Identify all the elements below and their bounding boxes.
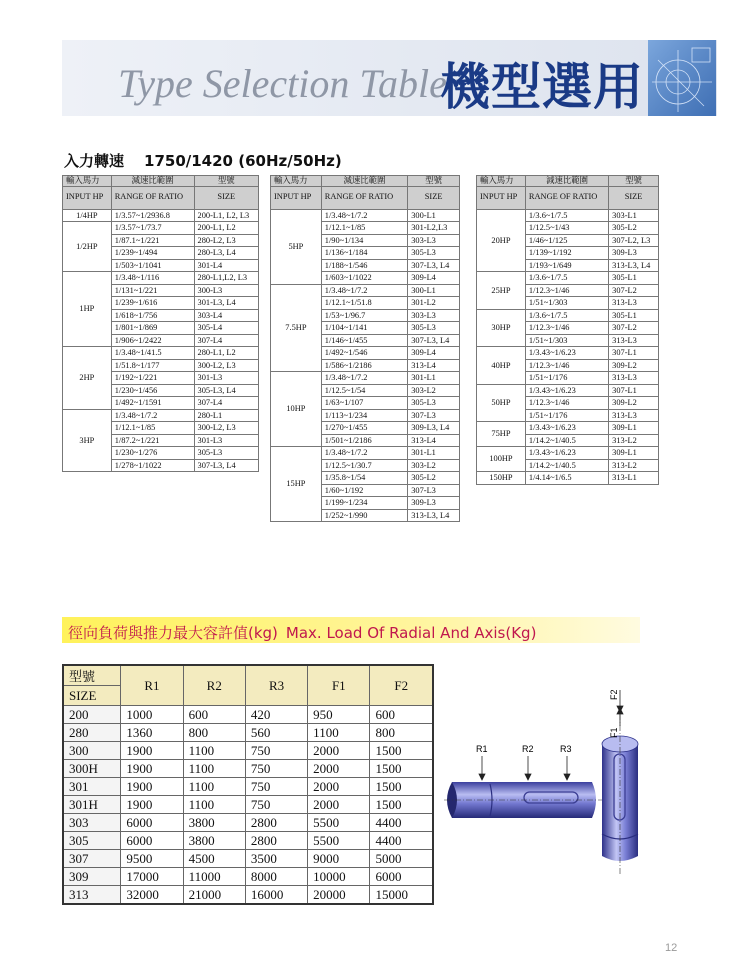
ratio-cell: 1/906~1/2422 xyxy=(111,334,194,347)
size-cell: 303-L3 xyxy=(408,309,460,322)
size-cell: 309-L3 xyxy=(408,497,460,510)
size-cell: 305-L3 xyxy=(408,397,460,410)
hp-cell: 5HP xyxy=(271,209,322,284)
hp-cell: 150HP xyxy=(477,472,526,485)
model-cell: 300 xyxy=(63,742,121,760)
ratio-cell: 1/3.48~1/7.2 xyxy=(321,284,407,297)
ratio-cell: 1/12.1~1/85 xyxy=(321,222,407,235)
load-cell: 1100 xyxy=(183,760,245,778)
size-cell: 309-L4 xyxy=(408,272,460,285)
size-cell: 309-L1 xyxy=(609,422,659,435)
load-cell: 17000 xyxy=(121,868,183,886)
ratio-cell: 1/12.3~1/46 xyxy=(525,359,608,372)
ratio-cell: 1/113~1/234 xyxy=(321,409,407,422)
size-cell: 305-L4 xyxy=(194,322,258,335)
ratio-cell: 1/492~1/546 xyxy=(321,347,407,360)
load-cell: 1100 xyxy=(183,742,245,760)
header-size-zh: 型號 xyxy=(609,176,659,187)
size-cell: 313-L4 xyxy=(408,359,460,372)
size-cell: 280-L1 xyxy=(194,409,258,422)
size-cell: 300-L2, L3 xyxy=(194,422,258,435)
ratio-cell: 1/3.57~1/2936.8 xyxy=(111,209,194,222)
size-cell: 309-L3 xyxy=(609,247,659,260)
load-cell: 32000 xyxy=(121,886,183,905)
table-row xyxy=(63,868,433,886)
size-cell: 301-L4 xyxy=(194,259,258,272)
table-row xyxy=(63,222,259,235)
table-row xyxy=(477,447,659,460)
load-cell: 6000 xyxy=(121,814,183,832)
ratio-cell: 1/51~1/176 xyxy=(525,409,608,422)
load-cell: 1360 xyxy=(121,724,183,742)
load-cell: 750 xyxy=(245,742,307,760)
hp-cell: 3HP xyxy=(63,409,112,472)
size-cell: 305-L1 xyxy=(609,272,659,285)
load-section-title xyxy=(68,622,536,643)
table-row xyxy=(63,886,433,905)
table-row xyxy=(477,309,659,322)
header-input-hp-en: INPUT HP xyxy=(63,186,112,209)
r1-label: R1 xyxy=(476,744,488,754)
ratio-cell: 1/801~1/869 xyxy=(111,322,194,335)
table-row xyxy=(63,347,259,360)
title-english: Type Selection Table xyxy=(118,61,447,106)
hp-cell: 100HP xyxy=(477,447,526,472)
load-cell: 2000 xyxy=(308,760,370,778)
size-cell: 301-L2 xyxy=(408,297,460,310)
ratio-cell: 1/12.3~1/46 xyxy=(525,322,608,335)
ratio-cell: 1/14.2~1/40.5 xyxy=(525,434,608,447)
size-cell: 303-L2 xyxy=(408,459,460,472)
selection-table-1 xyxy=(62,175,259,472)
table-row xyxy=(63,706,433,724)
ratio-cell: 1/51~1/303 xyxy=(525,334,608,347)
hp-cell: 40HP xyxy=(477,347,526,385)
ratio-cell: 1/603~1/1022 xyxy=(321,272,407,285)
load-cell: 750 xyxy=(245,778,307,796)
size-cell: 307-L4 xyxy=(194,334,258,347)
header-input-hp-en: INPUT HP xyxy=(271,186,322,209)
size-cell: 313-L3, L4 xyxy=(609,259,659,272)
hp-cell: 1/4HP xyxy=(63,209,112,222)
ratio-cell: 1/87.1~1/221 xyxy=(111,234,194,247)
header-size-zh: 型號 xyxy=(408,176,460,187)
size-cell: 200-L1, L2 xyxy=(194,222,258,235)
table-row xyxy=(271,209,460,222)
ratio-cell: 1/230~1/456 xyxy=(111,384,194,397)
load-cell: 2800 xyxy=(245,814,307,832)
size-cell: 301-L3 xyxy=(194,372,258,385)
selection-table-3 xyxy=(476,175,659,485)
ratio-cell: 1/87.2~1/221 xyxy=(111,434,194,447)
ratio-cell: 1/3.43~1/6.23 xyxy=(525,384,608,397)
load-cell: 800 xyxy=(183,724,245,742)
size-cell: 307-L3, L4 xyxy=(194,459,258,472)
ratio-cell: 1/12.5~1/43 xyxy=(525,222,608,235)
ratio-cell: 1/188~1/546 xyxy=(321,259,407,272)
header-size-en: SIZE xyxy=(408,186,460,209)
ratio-cell: 1/51~1/303 xyxy=(525,297,608,310)
load-cell: 600 xyxy=(370,706,433,724)
size-cell: 301-L3, L4 xyxy=(194,297,258,310)
size-cell: 307-L3 xyxy=(408,409,460,422)
header-ratio-zh: 減速比範圍 xyxy=(321,176,407,187)
ratio-cell: 1/586~1/2186 xyxy=(321,359,407,372)
hp-cell: 2HP xyxy=(63,347,112,410)
load-cell: 600 xyxy=(183,706,245,724)
size-cell: 303-L4 xyxy=(194,309,258,322)
load-cell: 1100 xyxy=(183,778,245,796)
input-speed-value: 1750/1420 (60Hz/50Hz) xyxy=(144,152,342,170)
input-speed-label: 入力轉速 xyxy=(64,152,125,170)
load-title-chinese: 徑向負荷與推力最大容許值(kg) xyxy=(68,624,278,642)
table-row xyxy=(63,760,433,778)
header-size-en: SIZE xyxy=(609,186,659,209)
load-cell: 1100 xyxy=(183,796,245,814)
ratio-cell: 1/3.6~1/7.5 xyxy=(525,209,608,222)
hp-cell: 75HP xyxy=(477,422,526,447)
ratio-cell: 1/239~1/494 xyxy=(111,247,194,260)
load-cell: 6000 xyxy=(370,868,433,886)
ratio-cell: 1/136~1/184 xyxy=(321,247,407,260)
table-row xyxy=(63,742,433,760)
hp-cell: 30HP xyxy=(477,309,526,347)
header-f2: F2 xyxy=(370,665,433,706)
size-cell: 280-L1, L2 xyxy=(194,347,258,360)
ratio-cell: 1/3.48~1/7.2 xyxy=(111,409,194,422)
model-cell: 301 xyxy=(63,778,121,796)
load-cell: 3800 xyxy=(183,814,245,832)
hp-cell: 7.5HP xyxy=(271,284,322,372)
ratio-cell: 1/51.8~1/177 xyxy=(111,359,194,372)
ratio-cell: 1/51~1/176 xyxy=(525,372,608,385)
size-cell: 307-L2 xyxy=(609,284,659,297)
ratio-cell: 1/230~1/276 xyxy=(111,447,194,460)
ratio-cell: 1/146~1/455 xyxy=(321,334,407,347)
ratio-cell: 1/4.14~1/6.5 xyxy=(525,472,608,485)
header-model-zh: 型號 xyxy=(63,665,121,686)
ratio-cell: 1/270~1/455 xyxy=(321,422,407,435)
ratio-cell: 1/3.43~1/6.23 xyxy=(525,422,608,435)
size-cell: 301-L2,L3 xyxy=(408,222,460,235)
shaft-load-diagram xyxy=(440,660,690,900)
size-cell: 307-L3 xyxy=(408,484,460,497)
ratio-cell: 1/3.57~1/73.7 xyxy=(111,222,194,235)
ratio-cell: 1/104~1/141 xyxy=(321,322,407,335)
ratio-cell: 1/3.48~1/7.2 xyxy=(321,209,407,222)
ratio-cell: 1/618~1/756 xyxy=(111,309,194,322)
model-cell: 307 xyxy=(63,850,121,868)
table-row xyxy=(477,209,659,222)
ratio-cell: 1/492~1/1591 xyxy=(111,397,194,410)
ratio-cell: 1/12.5~1/30.7 xyxy=(321,459,407,472)
header-ratio-zh: 減速比範圍 xyxy=(525,176,608,187)
load-cell: 2800 xyxy=(245,832,307,850)
ratio-cell: 1/3.6~1/7.5 xyxy=(525,272,608,285)
load-cell: 16000 xyxy=(245,886,307,905)
table-row xyxy=(63,796,433,814)
size-cell: 307-L1 xyxy=(609,347,659,360)
header-input-hp-zh: 輸入馬力 xyxy=(271,176,322,187)
size-cell: 305-L1 xyxy=(609,309,659,322)
model-cell: 303 xyxy=(63,814,121,832)
size-cell: 280-L2, L3 xyxy=(194,234,258,247)
size-cell: 307-L2, L3 xyxy=(609,234,659,247)
hp-cell: 15HP xyxy=(271,447,322,522)
header-model-en: SIZE xyxy=(63,686,121,706)
header-input-hp-zh: 輸入馬力 xyxy=(63,176,112,187)
header-size-en: SIZE xyxy=(194,186,258,209)
table-row xyxy=(63,832,433,850)
vertical-shaft-icon xyxy=(602,714,638,876)
size-cell: 313-L2 xyxy=(609,459,659,472)
load-cell: 950 xyxy=(308,706,370,724)
load-cell: 1500 xyxy=(370,796,433,814)
horizontal-shaft-icon xyxy=(444,782,602,818)
load-cell: 1900 xyxy=(121,742,183,760)
hp-cell: 1HP xyxy=(63,272,112,347)
hp-cell: 10HP xyxy=(271,372,322,447)
size-cell: 300-L1 xyxy=(408,209,460,222)
load-cell: 420 xyxy=(245,706,307,724)
size-cell: 305-L3 xyxy=(408,322,460,335)
table-row xyxy=(63,209,259,222)
header-r1: R1 xyxy=(121,665,183,706)
table-row xyxy=(477,272,659,285)
model-cell: 300H xyxy=(63,760,121,778)
size-cell: 313-L3 xyxy=(609,372,659,385)
model-cell: 305 xyxy=(63,832,121,850)
load-cell: 20000 xyxy=(308,886,370,905)
header-input-hp-zh: 輸入馬力 xyxy=(477,176,526,187)
ratio-cell: 1/503~1/1041 xyxy=(111,259,194,272)
ratio-cell: 1/3.48~1/116 xyxy=(111,272,194,285)
header-ratio-en: RANGE OF RATIO xyxy=(111,186,194,209)
table-row xyxy=(271,372,460,385)
size-cell: 307-L3, L4 xyxy=(408,334,460,347)
load-cell: 1100 xyxy=(308,724,370,742)
size-cell: 300-L1 xyxy=(408,284,460,297)
table-row xyxy=(63,724,433,742)
size-cell: 307-L2 xyxy=(609,322,659,335)
load-cell: 9500 xyxy=(121,850,183,868)
ratio-cell: 1/3.48~1/41.5 xyxy=(111,347,194,360)
header-ratio-en: RANGE OF RATIO xyxy=(525,186,608,209)
table-row xyxy=(477,384,659,397)
table-row xyxy=(271,284,460,297)
size-cell: 313-L3, L4 xyxy=(408,509,460,522)
load-cell: 3500 xyxy=(245,850,307,868)
ratio-cell: 1/35.8~1/54 xyxy=(321,472,407,485)
ratio-cell: 1/131~1/221 xyxy=(111,284,194,297)
load-cell: 5500 xyxy=(308,832,370,850)
size-cell: 301-L3 xyxy=(194,434,258,447)
size-cell: 309-L2 xyxy=(609,397,659,410)
load-cell: 1900 xyxy=(121,760,183,778)
load-cell: 1500 xyxy=(370,742,433,760)
table-row xyxy=(477,472,659,485)
load-cell: 9000 xyxy=(308,850,370,868)
f2-label: F2 xyxy=(609,689,619,700)
header-f1: F1 xyxy=(308,665,370,706)
ratio-cell: 1/3.43~1/6.23 xyxy=(525,347,608,360)
ratio-cell: 1/46~1/125 xyxy=(525,234,608,247)
ratio-cell: 1/139~1/192 xyxy=(525,247,608,260)
table-row xyxy=(63,409,259,422)
ratio-cell: 1/3.48~1/7.2 xyxy=(321,372,407,385)
table-row xyxy=(271,447,460,460)
ratio-cell: 1/192~1/221 xyxy=(111,372,194,385)
size-cell: 305-L3 xyxy=(194,447,258,460)
load-cell: 800 xyxy=(370,724,433,742)
ratio-cell: 1/12.1~1/85 xyxy=(111,422,194,435)
hp-cell: 50HP xyxy=(477,384,526,422)
r2-label: R2 xyxy=(522,744,534,754)
selection-table-2 xyxy=(270,175,460,522)
size-cell: 280-L1,L2, L3 xyxy=(194,272,258,285)
size-cell: 307-L4 xyxy=(194,397,258,410)
load-cell: 1000 xyxy=(121,706,183,724)
ratio-cell: 1/12.3~1/46 xyxy=(525,397,608,410)
load-cell: 8000 xyxy=(245,868,307,886)
load-cell: 2000 xyxy=(308,778,370,796)
header-ratio-en: RANGE OF RATIO xyxy=(321,186,407,209)
r3-label: R3 xyxy=(560,744,572,754)
ratio-cell: 1/12.5~1/54 xyxy=(321,384,407,397)
load-cell: 5500 xyxy=(308,814,370,832)
ratio-cell: 1/63~1/107 xyxy=(321,397,407,410)
size-cell: 303-L3 xyxy=(408,234,460,247)
size-cell: 309-L2 xyxy=(609,359,659,372)
size-cell: 305-L3 xyxy=(408,247,460,260)
ratio-cell: 1/193~1/649 xyxy=(525,259,608,272)
ratio-cell: 1/501~1/2186 xyxy=(321,434,407,447)
size-cell: 309-L3, L4 xyxy=(408,422,460,435)
load-cell: 750 xyxy=(245,760,307,778)
size-cell: 301-L1 xyxy=(408,447,460,460)
header-input-hp-en: INPUT HP xyxy=(477,186,526,209)
size-cell: 309-L4 xyxy=(408,347,460,360)
model-cell: 200 xyxy=(63,706,121,724)
header-ratio-zh: 減速比範圍 xyxy=(111,176,194,187)
ratio-cell: 1/239~1/616 xyxy=(111,297,194,310)
load-cell: 1900 xyxy=(121,796,183,814)
ratio-cell: 1/3.43~1/6.23 xyxy=(525,447,608,460)
header-r3: R3 xyxy=(245,665,307,706)
page-number: 12 xyxy=(665,942,678,954)
ratio-cell: 1/60~1/192 xyxy=(321,484,407,497)
size-cell: 301-L1 xyxy=(408,372,460,385)
size-cell: 200-L1, L2, L3 xyxy=(194,209,258,222)
ratio-cell: 1/3.6~1/7.5 xyxy=(525,309,608,322)
hp-cell: 20HP xyxy=(477,209,526,272)
load-title-english: Max. Load Of Radial And Axis(Kg) xyxy=(285,624,537,642)
table-row xyxy=(63,850,433,868)
input-speed xyxy=(64,150,342,171)
hp-cell: 25HP xyxy=(477,272,526,310)
ratio-cell: 1/12.1~1/51.8 xyxy=(321,297,407,310)
load-cell: 1500 xyxy=(370,778,433,796)
size-cell: 309-L1 xyxy=(609,447,659,460)
size-cell: 313-L2 xyxy=(609,434,659,447)
load-cell: 4400 xyxy=(370,814,433,832)
ratio-cell: 1/252~1/990 xyxy=(321,509,407,522)
size-cell: 280-L3, L4 xyxy=(194,247,258,260)
ratio-cell: 1/3.48~1/7.2 xyxy=(321,447,407,460)
ratio-cell: 1/90~1/134 xyxy=(321,234,407,247)
table-row xyxy=(477,422,659,435)
ratio-cell: 1/53~1/96.7 xyxy=(321,309,407,322)
size-cell: 300-L2, L3 xyxy=(194,359,258,372)
size-cell: 305-L2 xyxy=(609,222,659,235)
table-row xyxy=(63,778,433,796)
header-size-zh: 型號 xyxy=(194,176,258,187)
ratio-cell: 1/14.2~1/40.5 xyxy=(525,459,608,472)
model-cell: 280 xyxy=(63,724,121,742)
size-cell: 307-L1 xyxy=(609,384,659,397)
load-cell: 1900 xyxy=(121,778,183,796)
load-cell: 750 xyxy=(245,796,307,814)
ratio-cell: 1/12.3~1/46 xyxy=(525,284,608,297)
size-cell: 305-L2 xyxy=(408,472,460,485)
load-cell: 4400 xyxy=(370,832,433,850)
size-cell: 313-L3 xyxy=(609,409,659,422)
load-cell: 11000 xyxy=(183,868,245,886)
model-cell: 313 xyxy=(63,886,121,905)
ratio-cell: 1/199~1/234 xyxy=(321,497,407,510)
header-r2: R2 xyxy=(183,665,245,706)
size-cell: 305-L3, L4 xyxy=(194,384,258,397)
size-cell: 303-L2 xyxy=(408,384,460,397)
load-table xyxy=(62,664,434,905)
hp-cell: 1/2HP xyxy=(63,222,112,272)
size-cell: 307-L3, L4 xyxy=(408,259,460,272)
size-cell: 313-L3 xyxy=(609,334,659,347)
load-cell: 3800 xyxy=(183,832,245,850)
model-cell: 309 xyxy=(63,868,121,886)
model-cell: 301H xyxy=(63,796,121,814)
load-cell: 1500 xyxy=(370,760,433,778)
load-cell: 560 xyxy=(245,724,307,742)
f1-label: F1 xyxy=(609,727,619,738)
ratio-cell: 1/278~1/1022 xyxy=(111,459,194,472)
table-row xyxy=(63,272,259,285)
load-cell: 4500 xyxy=(183,850,245,868)
size-cell: 300-L3 xyxy=(194,284,258,297)
size-cell: 313-L3 xyxy=(609,297,659,310)
load-cell: 5000 xyxy=(370,850,433,868)
load-cell: 21000 xyxy=(183,886,245,905)
load-cell: 2000 xyxy=(308,796,370,814)
size-cell: 313-L4 xyxy=(408,434,460,447)
blueprint-logo-icon xyxy=(648,40,716,116)
load-cell: 15000 xyxy=(370,886,433,905)
load-cell: 6000 xyxy=(121,832,183,850)
load-cell: 10000 xyxy=(308,868,370,886)
table-row xyxy=(477,347,659,360)
title-chinese: 機型選用 xyxy=(440,58,644,116)
load-cell: 2000 xyxy=(308,742,370,760)
table-row xyxy=(63,814,433,832)
size-cell: 313-L1 xyxy=(609,472,659,485)
size-cell: 303-L1 xyxy=(609,209,659,222)
